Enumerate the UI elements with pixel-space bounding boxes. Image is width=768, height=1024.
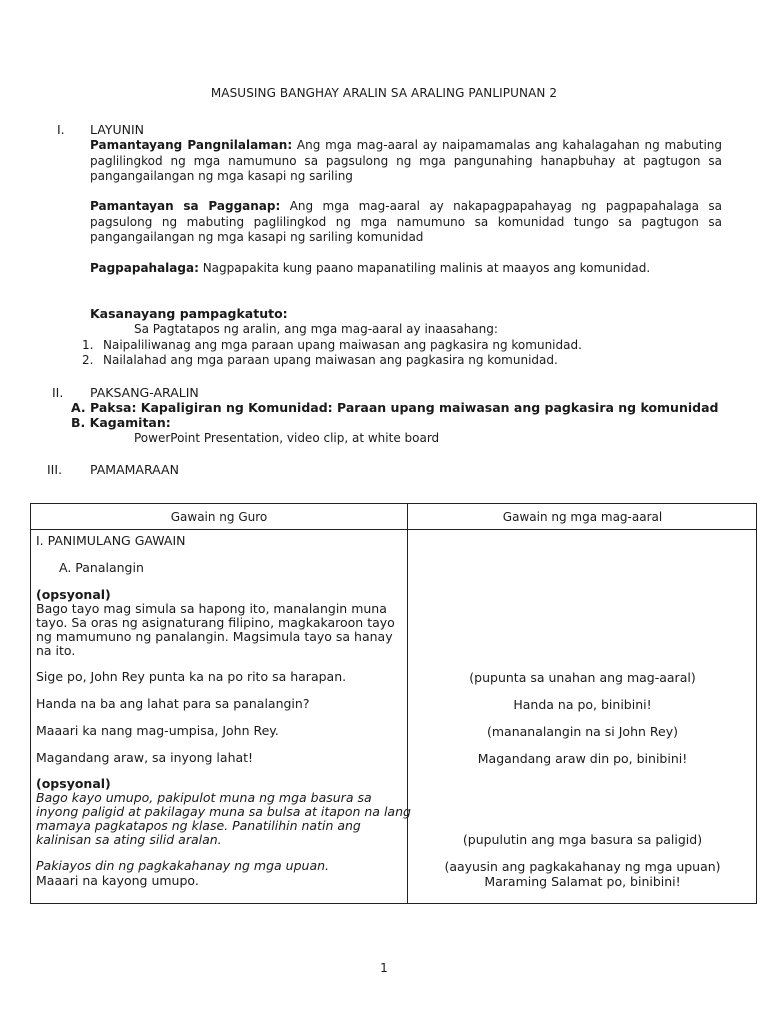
section-number-2: II. [52, 385, 64, 400]
column-header-students: Gawain ng mga mag-aaral [502, 510, 663, 524]
objective-text: Nailalahad ang mga paraan upang maiwasan ang pagkasira ng komunidad. [103, 353, 558, 367]
objective-number: 1. [82, 338, 94, 352]
pagpapahalaga [90, 261, 722, 277]
arrange-line: Pakiayos din ng pagkakahanay ng mga upuan. [36, 858, 330, 873]
cleanup-line: mamaya pagkatapos ng klase. Panatilihin natin ang [36, 818, 361, 833]
teacher-dialog-line: Handa na ba ang lahat para sa panalangin? [36, 696, 310, 711]
kagamitan-label: B. Kagamitan: [71, 415, 171, 430]
cleanup-line: kalinisan sa ating silid aralan. [36, 832, 222, 847]
student-dialog-line: Handa na po, binibini! [513, 697, 652, 712]
header-divider [31, 529, 756, 530]
pamantayang-pangnilalaman [90, 138, 722, 185]
pagganap-label: Pamantayan sa Pagganap: [90, 199, 281, 213]
cleanup-line: Bago kayo umupo, pakipulot muna ng mga basura sa [36, 790, 372, 805]
opsyonal-label: (opsyonal) [36, 776, 111, 791]
intro-line: na ito. [36, 643, 76, 658]
student-arrange-line: (aayusin ang pagkakahanay ng mga upuan) [444, 859, 721, 874]
paksa-line: A. Paksa: Kapaligiran ng Komunidad: Paraan upang maiwasan ang pagkasira ng komunidad [71, 400, 719, 415]
cleanup-line: inyong paligid at pakilagay muna sa bulsa at itapon na lang [36, 804, 411, 819]
teacher-dialog-line: Sige po, John Rey punta ka na po rito sa harapan. [36, 669, 347, 684]
intro-line: ng mamumuno ng panalangin. Magsimula tayo sa hanay [36, 629, 393, 644]
student-dialog-line: (mananalangin na si John Rey) [487, 724, 678, 739]
kasanayan-intro: Sa Pagtatapos ng aralin, ang mga mag-aaral ay inaasahang: [134, 322, 498, 336]
opsyonal-label: (opsyonal) [36, 587, 111, 602]
document-title: MASUSING BANGHAY ARALIN SA ARALING PANLIPUNAN 2 [210, 86, 558, 100]
student-thanks-line: Maraming Salamat po, binibini! [484, 874, 681, 889]
pangnilalaman-text: Ang mga mag-aaral ay naipamamalas ang kahalagahan ng mabuting paglilingkod ng mga namumuno sa pagsulong ng mga pangunahing hanapbuhay at pagtugon sa pangangailangan ng mga kasapi ng sariling [90, 138, 722, 183]
teacher-dialog-line: Maaari ka nang mag-umpisa, John Rey. [36, 723, 279, 738]
pamantayan-sa-pagganap [90, 199, 722, 246]
pagganap-text: Ang mga mag-aaral ay nakapagpapahayag ng pagpapahalaga sa pagsulong ng mabuting paglilingkod ng mga namumuno sa komunidad tungo sa pagtugon sa pangangailangan ng mga kasapi ng sariling komunidad [90, 199, 722, 244]
objective-number: 2. [82, 353, 94, 367]
objective-text: Naipaliliwanag ang mga paraan upang maiwasan ang pagkasira ng komunidad. [103, 338, 582, 352]
kagamitan-items: PowerPoint Presentation, video clip, at white board [134, 431, 440, 445]
student-cleanup-line: (pupulutin ang mga basura sa paligid) [462, 832, 703, 847]
section-number-3: III. [47, 462, 63, 477]
panimulang-gawain-heading: I. PANIMULANG GAWAIN [36, 533, 186, 548]
intro-line: tayo. Sa oras ng asignaturang filipino, magkakaroon tayo [36, 615, 395, 630]
lesson-procedure-table [30, 503, 757, 904]
kasanayan-label: Kasanayang pampagkatuto: [90, 306, 288, 321]
intro-line: Bago tayo mag simula sa hapong ito, manalangin muna [36, 601, 387, 616]
section-heading-paksang-aralin: PAKSANG-ARALIN [90, 385, 199, 400]
pangnilalaman-label: Pamantayang Pangnilalaman: [90, 138, 293, 152]
pagpapahalaga-text: Nagpapakita kung paano mapanatiling malinis at maayos ang komunidad. [198, 261, 651, 275]
student-dialog-line: Magandang araw din po, binibini! [477, 751, 688, 766]
pagpapahalaga-label: Pagpapahalaga: [90, 261, 199, 275]
panalangin-heading: A. Panalangin [59, 560, 144, 575]
page-number: 1 [380, 961, 388, 975]
teacher-dialog-line: Magandang araw, sa inyong lahat! [36, 750, 254, 765]
student-dialog-line: (pupunta sa unahan ang mag-aaral) [469, 670, 696, 685]
section-number-1: I. [57, 122, 65, 137]
section-heading-layunin: LAYUNIN [90, 122, 145, 137]
section-heading-pamamaraan: PAMAMARAAN [90, 462, 179, 477]
sit-line: Maaari na kayong umupo. [36, 873, 199, 888]
column-header-teacher: Gawain ng Guro [170, 510, 268, 524]
